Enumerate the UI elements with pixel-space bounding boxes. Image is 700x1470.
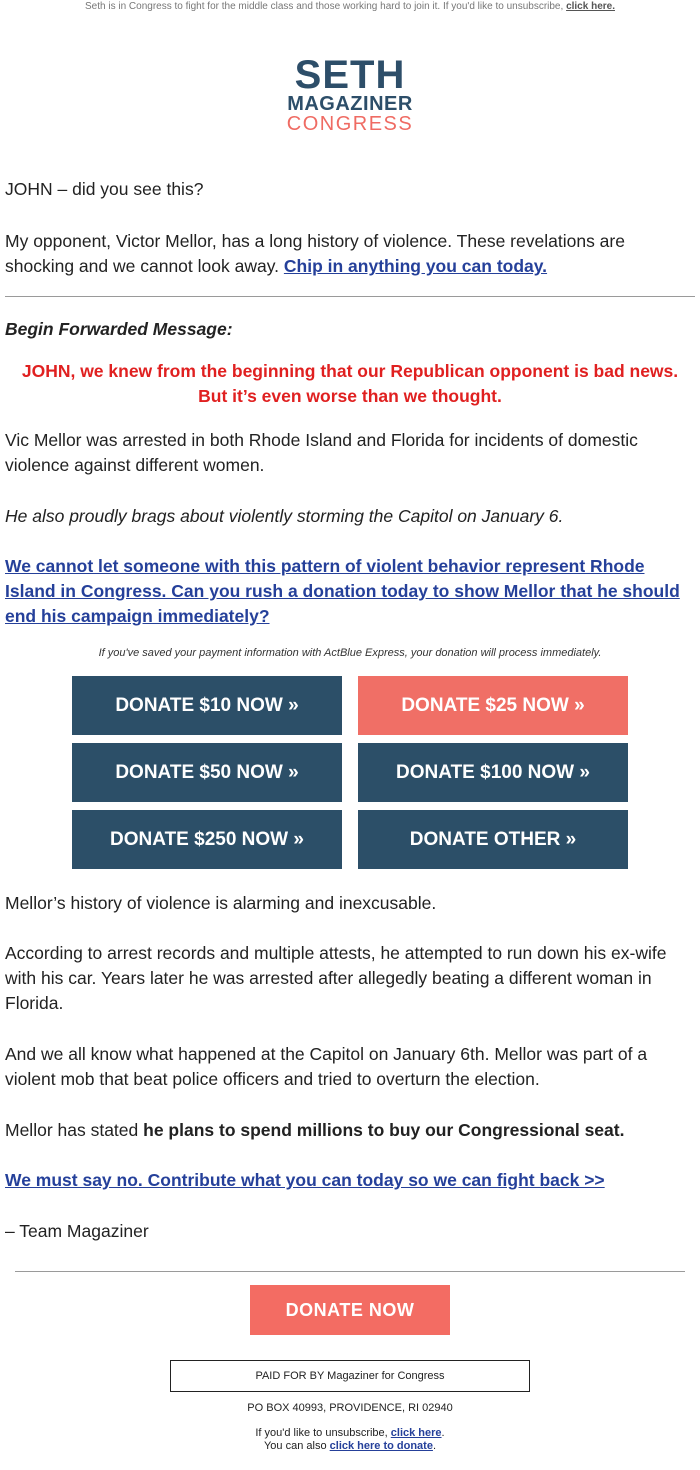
donate-25-button[interactable]: DONATE $25 NOW » [358,676,628,735]
spend-bold: he plans to spend millions to buy our Congressional seat. [143,1120,625,1140]
final-contribute-link[interactable]: We must say no. Contribute what you can today so we can fight back >> [5,1170,605,1190]
donate-prefix: You can also [263,1440,327,1452]
footer-links [0,1427,700,1453]
donate-100-button[interactable]: DONATE $100 NOW » [358,743,628,802]
donate-other-button[interactable]: DONATE OTHER » [358,810,628,869]
donate-250-button[interactable]: DONATE $250 NOW » [72,810,342,869]
paid-for-box: PAID FOR BY Magaziner for Congress [170,1360,530,1392]
logo-seth: SETH [294,53,406,97]
forwarded-label: Begin Forwarded Message: [5,319,233,339]
greeting: JOHN – did you see this? [5,179,204,199]
footer-donate-line [0,1440,700,1453]
spend-millions-paragraph [5,1118,695,1143]
logo-congress: CONGRESS [286,113,414,135]
donate-50-button[interactable]: DONATE $50 NOW » [72,743,342,802]
alarming-paragraph: Mellor’s history of violence is alarming and inexcusable. [5,893,437,913]
donate-10-button[interactable]: DONATE $10 NOW » [72,676,342,735]
logo-magaziner: MAGAZINER [287,93,413,115]
january-6-paragraph: And we all know what happened at the Capitol on January 6th. Mellor was part of a violent mob that beat police officers and tried to overturn the election. [5,1044,648,1089]
footer-unsubscribe-line [0,1427,700,1440]
spend-prefix: Mellor has stated [5,1120,139,1140]
arrest-records-paragraph: According to arrest records and multiple attests, he attempted to run down his ex-wife with his car. Years later he was arrested after allegedly beating a different woman in Florida. [5,943,667,1013]
intro-paragraph [5,229,695,279]
cta-donation-link[interactable]: We cannot let someone with this pattern of violent behavior represent Rhode Island in Congress. Can you rush a donation today to show Mellor that he should end his campaign immediately? [5,556,680,626]
red-headline: JOHN, we knew from the beginning that our Republican opponent is bad news. But it’s even worse than we thought. [21,361,679,406]
preheader-text: Seth is in Congress to fight for the middle class and those working hard to join it. If you'd like to unsubscribe, [85,1,564,12]
cta-paragraph [5,554,695,629]
footer-divider [15,1271,685,1272]
signoff: – Team Magaziner [5,1221,149,1241]
unsub-suffix: . [441,1427,445,1439]
intro-text: My opponent, Victor Mellor, has a long history of violence. These revelations are shocking and we cannot look away. [5,231,625,276]
donate-suffix: . [432,1440,437,1452]
preheader [0,0,700,13]
mailing-address: PO BOX 40993, PROVIDENCE, RI 02940 [247,1402,453,1414]
unsub-prefix: If you'd like to unsubscribe, [255,1427,388,1439]
actblue-note: If you've saved your payment information with ActBlue Express, your donation will process immediately. [98,647,602,659]
donate-now-button[interactable]: DONATE NOW [250,1285,450,1335]
arrested-paragraph: Vic Mellor was arrested in both Rhode Island and Florida for incidents of domestic violence against different women. [5,430,638,475]
intro-chip-in-link[interactable]: Chip in anything you can today. [283,256,548,276]
capitol-brag-paragraph: He also proudly brags about violently storming the Capitol on January 6. [5,506,564,526]
final-cta-paragraph [5,1168,695,1193]
campaign-logo [0,53,700,135]
footer-unsubscribe-link[interactable]: click here [390,1427,442,1439]
divider [5,296,695,297]
preheader-unsubscribe-link[interactable]: click here. [566,1,615,12]
footer-donate-link[interactable]: click here to donate [329,1440,433,1452]
